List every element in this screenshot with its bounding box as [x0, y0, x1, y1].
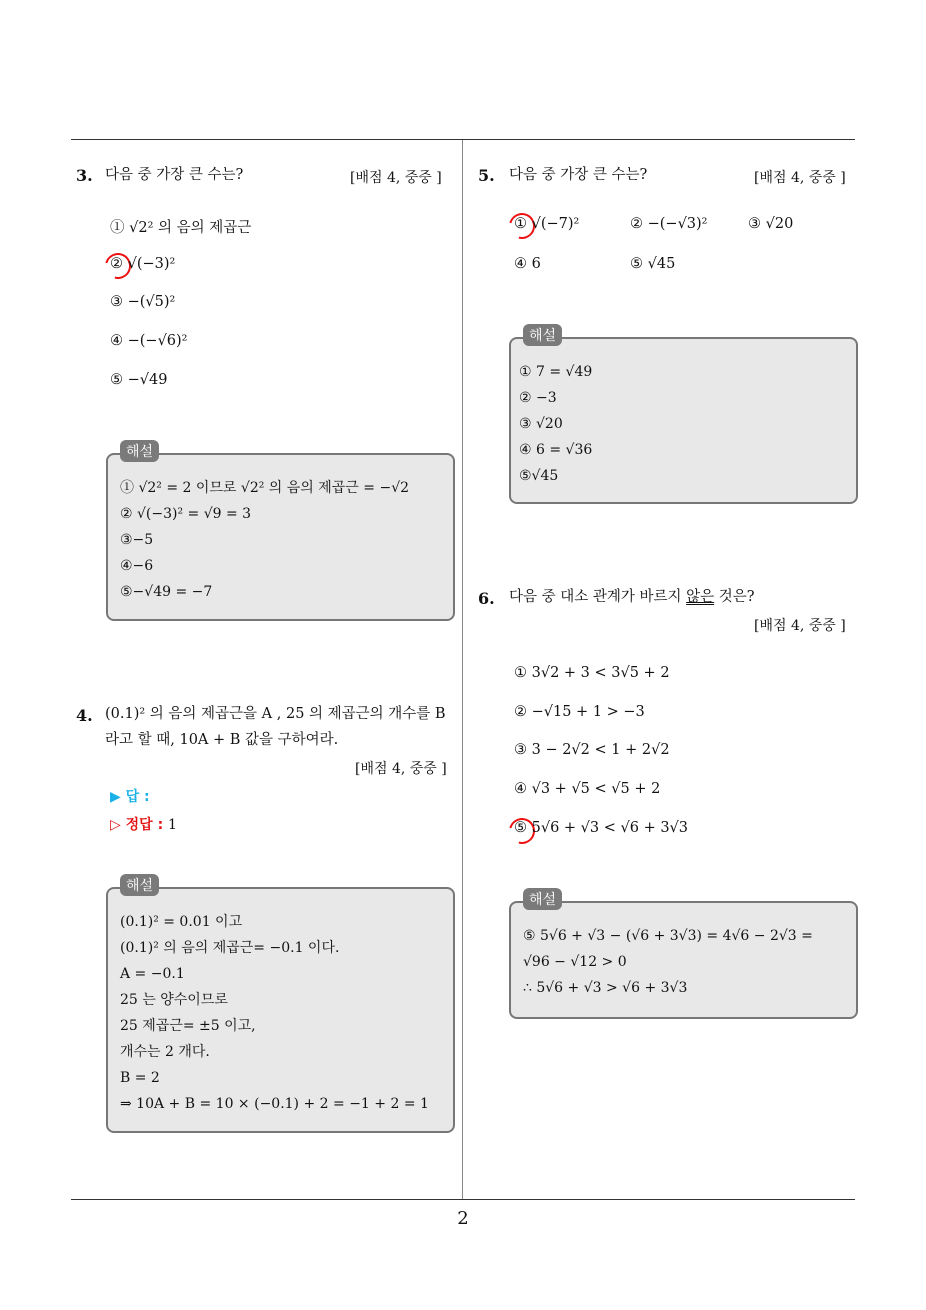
explanation-line: ⇒ 10A + B = 10 × (−0.1) + 2 = −1 + 2 = 1: [120, 1096, 429, 1112]
question-number: 6.: [478, 589, 495, 608]
question-text-before: 다음 중 대소 관계가 바르지: [509, 589, 687, 605]
explanation-lines: [523, 923, 813, 1001]
question-number: 5.: [478, 166, 495, 185]
page-number: 2: [457, 1208, 469, 1229]
explanation-line: ∴ 5√6 + √3 > √6 + 3√3: [523, 980, 688, 996]
explanation-line: ① √2² = 2 이므로 √2² 의 음의 제곱근 = −√2: [120, 480, 410, 496]
points-label: [배점 4, 중중 ]: [350, 170, 442, 186]
explanation-line: ⑤−√49 = −7: [120, 584, 213, 600]
choice-3[interactable]: ③ 3 − 2√2 < 1 + 2√2: [514, 742, 670, 758]
answer-label: ▶ 답 :: [110, 789, 150, 805]
column-divider: [462, 140, 463, 1200]
choice-5[interactable]: ⑤ √45: [630, 256, 676, 272]
choice-3[interactable]: ③ √20: [748, 216, 794, 232]
explanation-tag: 해설: [120, 874, 159, 896]
bottom-rule: [71, 1199, 855, 1200]
choice-2[interactable]: ② −√15 + 1 > −3: [514, 704, 645, 720]
explanation-line: (0.1)² = 0.01 이고: [120, 914, 243, 930]
choice-2[interactable]: ② −(−√3)²: [630, 216, 708, 232]
question-text: 다음 중 가장 큰 수는?: [509, 167, 648, 183]
choice-5[interactable]: ⑤ 5√6 + √3 < √6 + 3√3: [514, 820, 689, 836]
explanation-line: ⑤√45: [519, 468, 559, 484]
explanation-line: 개수는 2 개다.: [120, 1044, 210, 1060]
explanation-lines: [120, 909, 429, 1117]
points-label: [배점 4, 중중 ]: [754, 170, 846, 186]
choice-5[interactable]: ⑤ −√49: [110, 372, 168, 388]
points-label: [배점 4, 중중 ]: [355, 761, 447, 777]
explanation-line: √96 − √12 > 0: [523, 954, 627, 970]
choice-4[interactable]: ④ √3 + √5 < √5 + 2: [514, 781, 661, 797]
explanation-box: [106, 444, 455, 621]
question-text-after: 것은?: [714, 589, 755, 605]
explanation-line: ④−6: [120, 558, 154, 574]
points-label: [배점 4, 중중 ]: [754, 618, 846, 634]
top-rule: [71, 139, 855, 140]
explanation-box: [509, 892, 858, 1019]
question-text-emphasis: 않은: [686, 589, 715, 605]
explanation-line: ① 7 = √49: [519, 364, 593, 380]
question-text: 다음 중 가장 큰 수는?: [105, 167, 244, 183]
choice-4[interactable]: ④ −(−√6)²: [110, 333, 188, 349]
explanation-line: 25 는 양수이므로: [120, 992, 228, 1008]
explanation-line: B = 2: [120, 1070, 160, 1086]
explanation-lines: [519, 359, 592, 489]
explanation-box: [106, 878, 455, 1133]
explanation-line: ③ √20: [519, 416, 563, 432]
question-text: [509, 584, 755, 610]
correct-label: ▷ 정답 :: [110, 817, 164, 833]
choice-4[interactable]: ④ 6: [514, 256, 541, 272]
choice-1[interactable]: ① √2² 의 음의 제곱근: [110, 220, 252, 236]
explanation-line: A = −0.1: [120, 966, 185, 982]
explanation-line: ② −3: [519, 390, 557, 406]
explanation-line: (0.1)² 의 음의 제곱근= −0.1 이다.: [120, 940, 340, 956]
explanation-line: 25 제곱근= ±5 이고,: [120, 1018, 256, 1034]
choice-2[interactable]: ② √(−3)²: [110, 256, 176, 272]
explanation-line: ② √(−3)² = √9 = 3: [120, 506, 252, 522]
question-text-line2: 라고 할 때, 10A + B 값을 구하여라.: [105, 732, 339, 748]
correct-value: 1: [168, 817, 177, 833]
choice-1[interactable]: ① √(−7)²: [514, 216, 580, 232]
choice-3[interactable]: ③ −(√5)²: [110, 294, 176, 310]
answer-field[interactable]: [110, 786, 150, 806]
explanation-tag: 해설: [523, 888, 562, 910]
explanation-box: [509, 328, 858, 504]
explanation-tag: 해설: [120, 440, 159, 462]
question-text-line1: (0.1)² 의 음의 제곱근을 A , 25 의 제곱근의 개수를 B: [105, 706, 446, 722]
question-number: 4.: [76, 706, 93, 725]
choice-1[interactable]: ① 3√2 + 3 < 3√5 + 2: [514, 665, 670, 681]
explanation-lines: [120, 475, 409, 605]
explanation-line: ③−5: [120, 532, 154, 548]
correct-answer: [110, 814, 177, 834]
explanation-line: ④ 6 = √36: [519, 442, 593, 458]
question-number: 3.: [76, 166, 93, 185]
explanation-tag: 해설: [523, 324, 562, 346]
explanation-line: ⑤ 5√6 + √3 − (√6 + 3√3) = 4√6 − 2√3 =: [523, 928, 813, 944]
